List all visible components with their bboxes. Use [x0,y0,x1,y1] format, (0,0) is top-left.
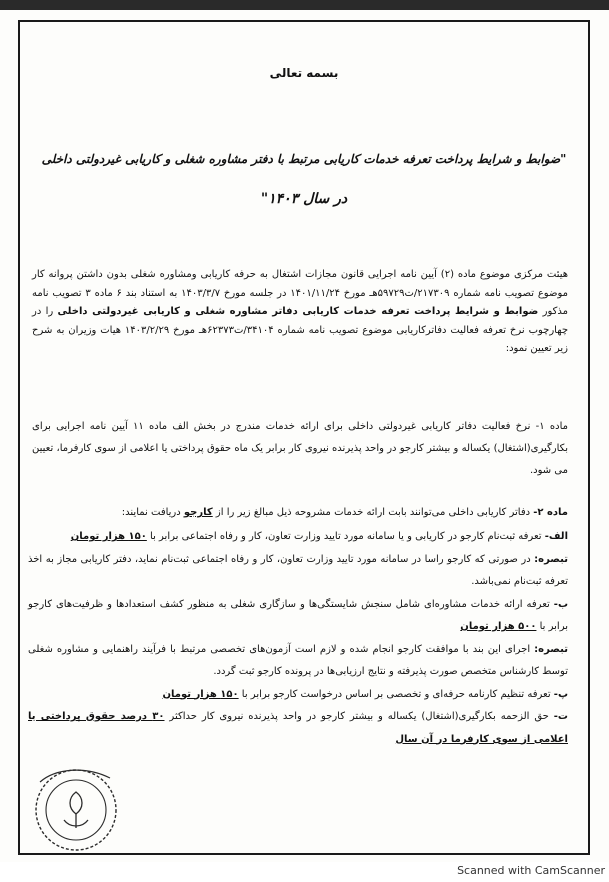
article-2-text-1: دفاتر کاریابی داخلی می‌توانند بابت ارائه خدمات مشروحه ذیل مبالغ زیر را از [215,507,531,518]
intro-text-2: را در چهارچوب نرخ تعرفه فعالیت دفاترکاریابی موضوع تصویب نامه شماره ۳۴۱۰۴/ت۶۲۳۷۳هـ مورخ ۱۴۰۳/۲/۲۹ هیات وزیران به شرح زیر تعیین نمود: [32,306,568,354]
intro-text-1: هیئت مرکزی موضوع ماده (۲) آیین نامه اجرایی قانون مجازات اشتغال به حرفه کاریابی ومشاوره شغلی بدون داشتن پروانه کار موضوع تصویب نامه شماره ۲۱۷۳۰۹/ت۵۹۷۲۹هـ مورخ ۱۴۰۱/۱۱/۲۴ در جلسه مورخ ۱۴۰۳/۳/۷ به استناد بند ۶ ماده ۳ تصویب نامه مذکور [32,269,568,317]
item-alef-label: الف- [544,531,568,542]
note-1-text: در صورتی که کارجو راسا در سامانه مورد تایید وزارت تعاون، کار و رفاه اجتماعی ثبت‌نام نماید، دفتر کاریابی مجاز به اخذ تعرفه ثبت‌نام نمی‌باشد. [28,553,568,587]
note-1-label: تبصره: [534,553,568,565]
item-be-text: تعرفه ارائه خدمات مشاوره‌ای شامل سنجش شایستگی‌ها و سازگاری شغلی به منظور کشف استعدادها و ظرفیت‌های کارجو برابر با [28,598,568,632]
article-1: ماده ۱- نرخ فعالیت دفاتر کاریابی غیردولتی داخلی برای ارائه خدمات مندرج در بخش الف ماده ۱۱ آیین نامه اجرایی برای بکارگیری(اشتغال) یکساله و بیشتر کارجو در واحد پذیرنده نیروی کار برابر یک ماه حقوق پرداختی یا اعلامی از سوی کارفرما، تعیین می شود. [32,421,569,476]
item-be-label: ب- [553,598,568,610]
item-pe [28,684,568,707]
intro-bold: ضوابط و شرایط پرداخت تعرفه خدمات کاریابی دفاتر مشاوره شغلی و کاریابی غیردولتی داخلی [57,306,539,317]
camscanner-watermark: Scanned with CamScanner [457,864,605,877]
item-alef [28,526,568,549]
note-2-text: اجرای این بند با موافقت کارجو انجام شده و لازم است آزمون‌های تخصصی مرتبط با فرآیند راهنمایی و مشاوره شغلی توسط کارشناس متخصص صورت پذیرفته و نتایج ارزیابی‌ها در پرونده کارجو ثبت گردد. [28,643,568,677]
article-2-karjoo: کارجو [183,507,213,518]
document-title-line-2: در سال ۱۴۰۳" [260,191,348,207]
bismillah-heading: بسمه تعالی [269,66,339,80]
article-2-text-2: دریافت نمایند: [121,507,181,518]
item-pe-label: پ- [553,688,568,700]
document-body [28,30,580,850]
scan-top-edge [0,0,609,10]
document-title-line-1: "ضوابط و شرایط پرداخت تعرفه خدمات کاریابی مرتبط با دفتر مشاوره شغلی و کاریابی غیردولتی داخلی [41,152,567,166]
item-be [28,594,568,639]
item-alef-amount: ۱۵۰ هزار تومان [70,531,147,542]
official-seal-stamp [26,762,126,852]
item-alef-text: تعرفه ثبت‌نام کارجو در کاریابی و یا سامانه مورد تایید وزارت تعاون، کار و رفاه اجتماعی برابر با [150,531,542,542]
item-be-amount: ۵۰۰ هزار تومان [460,621,537,632]
item-te [28,706,568,751]
note-1 [28,549,568,594]
intro-paragraph [32,266,568,359]
note-2-label: تبصره: [534,643,568,655]
article-2-items [28,526,568,751]
article-2-label: ماده ۲- [533,507,568,518]
item-te-label: ت- [553,711,568,722]
note-2 [28,639,568,684]
item-te-amount: ۳۰ درصد حقوق پرداختی یا اعلامی از سوی کارفرما در آن سال [28,711,568,745]
item-pe-text: تعرفه تنظیم کارنامه حرفه‌ای و تخصصی بر اساس درخواست کارجو برابر با [241,688,551,700]
item-te-text: حق الزحمه بکارگیری(اشتغال) یکساله و بیشتر کارجو در واحد پذیرنده نیروی کار حداکثر [169,711,549,722]
item-pe-amount: ۱۵۰ هزار تومان [162,688,239,700]
article-2-intro [32,504,568,523]
